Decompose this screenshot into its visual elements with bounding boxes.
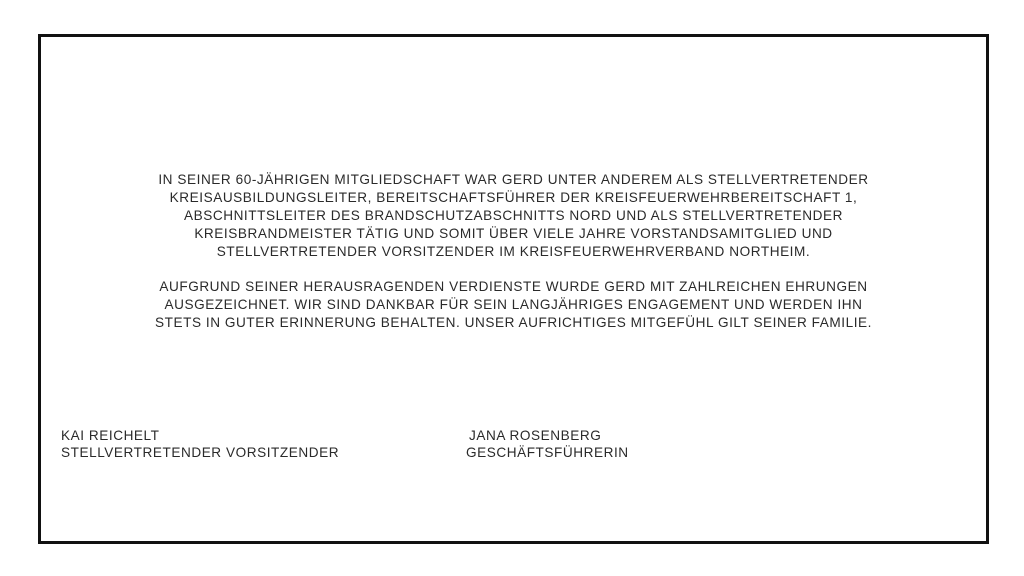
paragraph-line: KREISBRANDMEISTER TÄTIG UND SOMIT ÜBER VIELE JAHRE VORSTANDSAMITGLIED UND xyxy=(194,226,833,241)
tribute-paragraph-2 xyxy=(41,278,986,332)
signer-name: JANA ROSENBERG xyxy=(469,428,602,443)
signer-role: GESCHÄFTSFÜHRERIN xyxy=(466,445,629,460)
signature-block-2 xyxy=(466,427,629,461)
paragraph-line: IN SEINER 60-JÄHRIGEN MITGLIEDSCHAFT WAR GERD UNTER ANDEREM ALS STELLVERTRETENDER xyxy=(158,172,869,187)
paragraph-line: AUFGRUND SEINER HERAUSRAGENDEN VERDIENSTE WURDE GERD MIT ZAHLREICHEN EHRUNGEN xyxy=(159,279,868,294)
paragraph-line: STELLVERTRETENDER VORSITZENDER IM KREISFEUERWEHRVERBAND NORTHEIM. xyxy=(216,244,811,259)
signature-block-1 xyxy=(61,427,339,461)
signer-name: KAI REICHELT xyxy=(61,428,160,443)
paragraph-line: AUSGEZEICHNET. WIR SIND DANKBAR FÜR SEIN LANGJÄHRIGES ENGAGEMENT UND WERDEN IHN xyxy=(164,297,863,312)
tribute-paragraph-1 xyxy=(41,171,986,261)
paragraph-line: ABSCHNITTSLEITER DES BRANDSCHUTZABSCHNITTS NORD UND ALS STELLVERTRETENDER xyxy=(183,208,843,223)
document-frame xyxy=(38,34,989,544)
signer-role: STELLVERTRETENDER VORSITZENDER xyxy=(61,445,340,460)
paragraph-line: KREISAUSBILDUNGSLEITER, BEREITSCHAFTSFÜHRER DER KREISFEUERWEHRBEREITSCHAFT 1, xyxy=(169,190,858,205)
paragraph-line: STETS IN GUTER ERINNERUNG BEHALTEN. UNSER AUFRICHTIGES MITGEFÜHL GILT SEINER FAMILIE. xyxy=(155,315,872,330)
